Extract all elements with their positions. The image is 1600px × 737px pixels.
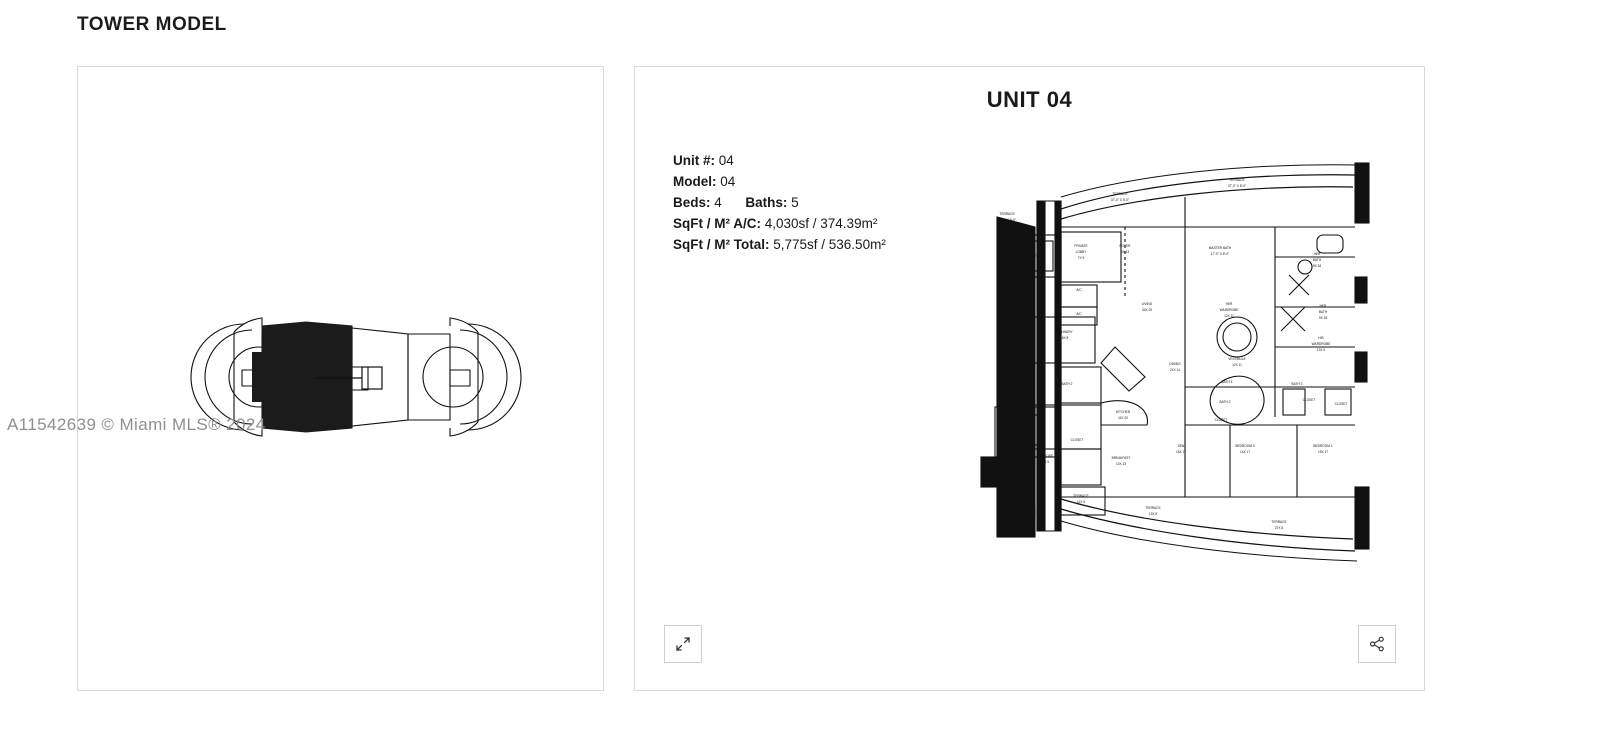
svg-text:21X 14: 21X 14 [1169,368,1181,372]
svg-text:15X 17: 15X 17 [1317,450,1329,454]
svg-text:TERRACE: TERRACE [1073,494,1089,498]
svg-text:WARDROBE: WARDROBE [1311,342,1331,346]
svg-text:BATH: BATH [1318,310,1328,314]
expand-icon [675,636,691,652]
svg-text:DEN: DEN [1177,444,1185,448]
svg-text:FOYER: FOYER [1119,244,1131,248]
svg-text:BATH: BATH [1312,258,1322,262]
svg-text:TERRACE: TERRACE [999,212,1015,216]
svg-text:11X 5: 11X 5 [1076,500,1086,504]
floorplan-image[interactable] [885,157,1415,587]
floorplan-svg [885,157,1415,587]
spec-model [673,172,886,192]
spec-beds-label: Beds: [673,195,711,210]
unit-specs [673,151,886,256]
svg-text:13X 5: 13X 5 [1316,348,1326,352]
svg-text:CLOSET: CLOSET [1214,418,1228,422]
spec-sqft-ac-value: 4,030sf / 374.39m² [764,216,878,231]
svg-text:15X 17: 15X 17 [1175,450,1187,454]
svg-text:PRIVATE: PRIVATE [1074,244,1088,248]
svg-text:BATH 2: BATH 2 [1061,382,1073,386]
svg-text:WARDROBE: WARDROBE [1219,308,1239,312]
spec-sqft-total-value: 5,775sf / 536.50m² [773,237,886,252]
svg-text:BEDROOM 1: BEDROOM 1 [1313,444,1333,448]
svg-text:27X 8: 27X 8 [1274,526,1284,530]
svg-text:LOBBY: LOBBY [1075,250,1087,254]
svg-text:ELEVATOR: ELEVATOR [1024,254,1042,258]
spec-sqft-ac-label: SqFt / M² A/C: [673,216,761,231]
svg-text:17'-0" X 8'-0": 17'-0" X 8'-0" [1210,252,1230,256]
highlighted-unit-04 [252,322,352,432]
spec-baths-value: 5 [791,195,799,210]
spec-unit-number-value: 04 [718,153,734,168]
svg-text:13X 8: 13X 8 [1148,512,1158,516]
mls-watermark: A11542639 © Miami MLS® 2024 [7,415,266,434]
spec-beds-value: 4 [714,195,722,210]
spec-model-label: Model: [673,174,717,189]
expand-button[interactable] [664,625,702,663]
svg-text:BATH 4: BATH 4 [1221,380,1233,384]
svg-text:HIS: HIS [1318,336,1324,340]
svg-text:MASTER BATH: MASTER BATH [1208,246,1232,250]
svg-text:BREAKFAST: BREAKFAST [1111,456,1131,460]
tower-unit-number: 04 [371,427,397,452]
svg-text:37'-0" X 8'-0": 37'-0" X 8'-0" [1227,184,1247,188]
svg-text:TERRACE: TERRACE [1112,192,1128,196]
svg-text:EXERCISE: EXERCISE [1036,454,1054,458]
svg-text:9X 18: 9X 18 [1318,316,1328,320]
spec-sqft-ac [673,214,886,234]
svg-text:HER: HER [1225,302,1233,306]
svg-text:14X 17: 14X 17 [1239,450,1251,454]
unit-title: UNIT 04 [986,87,1073,112]
tower-model-diagram [7,67,603,690]
svg-text:LIVING: LIVING [1141,302,1153,306]
spec-sqft-total [673,235,886,255]
svg-text:11X 20: 11X 20 [1118,416,1128,420]
svg-text:9X 18: 9X 18 [1312,264,1322,268]
unit-detail-panel [634,66,1425,691]
svg-text:12X 11: 12X 11 [1224,314,1234,318]
page-title: TOWER MODEL [77,14,227,35]
svg-text:6X 13: 6X 13 [1120,250,1130,254]
svg-text:11'-0" X 6'-0": 11'-0" X 6'-0" [997,218,1017,222]
svg-text:A/C: A/C [1076,312,1082,316]
svg-text:HER: HER [1313,252,1321,256]
svg-text:TERRACE: TERRACE [1271,520,1287,524]
svg-text:12X 11: 12X 11 [1232,363,1242,367]
spec-model-value: 04 [720,174,736,189]
svg-text:CLOSET: CLOSET [1334,402,1348,406]
svg-text:7X 9: 7X 9 [1077,256,1085,260]
share-icon [1369,636,1385,652]
svg-text:HER: HER [1319,304,1327,308]
svg-text:BEDROOM 3: BEDROOM 3 [1235,444,1255,448]
svg-text:TERRACE: TERRACE [1229,178,1245,182]
spec-sqft-total-label: SqFt / M² Total: [673,237,770,252]
svg-text:BATH 3: BATH 3 [1291,382,1303,386]
svg-text:6X 8: 6X 8 [1061,336,1069,340]
spec-baths-label: Baths: [745,195,788,210]
svg-text:CLOSET: CLOSET [1302,398,1316,402]
tower-floorplate-shape [156,312,556,442]
svg-text:BATH 3: BATH 3 [1219,400,1231,404]
svg-text:CLOSET: CLOSET [1070,438,1084,442]
svg-text:VESTIBULE: VESTIBULE [1228,357,1246,361]
svg-text:33X 25: 33X 25 [1141,308,1153,312]
tower-model-panel [7,66,604,691]
spec-beds-baths [673,193,886,213]
spec-unit-number-label: Unit #: [673,153,715,168]
share-button[interactable] [1358,625,1396,663]
svg-text:DINING: DINING [1169,362,1181,366]
spec-unit-number [673,151,886,171]
svg-text:KITCHEN: KITCHEN [1116,410,1130,414]
svg-text:A/C: A/C [1076,288,1082,292]
svg-text:TERRACE: TERRACE [1145,506,1161,510]
svg-text:10X 13: 10X 13 [1115,462,1127,466]
svg-text:11X 9: 11X 9 [1040,460,1050,464]
svg-text:LAUNDRY: LAUNDRY [1057,330,1073,334]
svg-text:37'-0" X 8'-0": 37'-0" X 8'-0" [1110,198,1130,202]
